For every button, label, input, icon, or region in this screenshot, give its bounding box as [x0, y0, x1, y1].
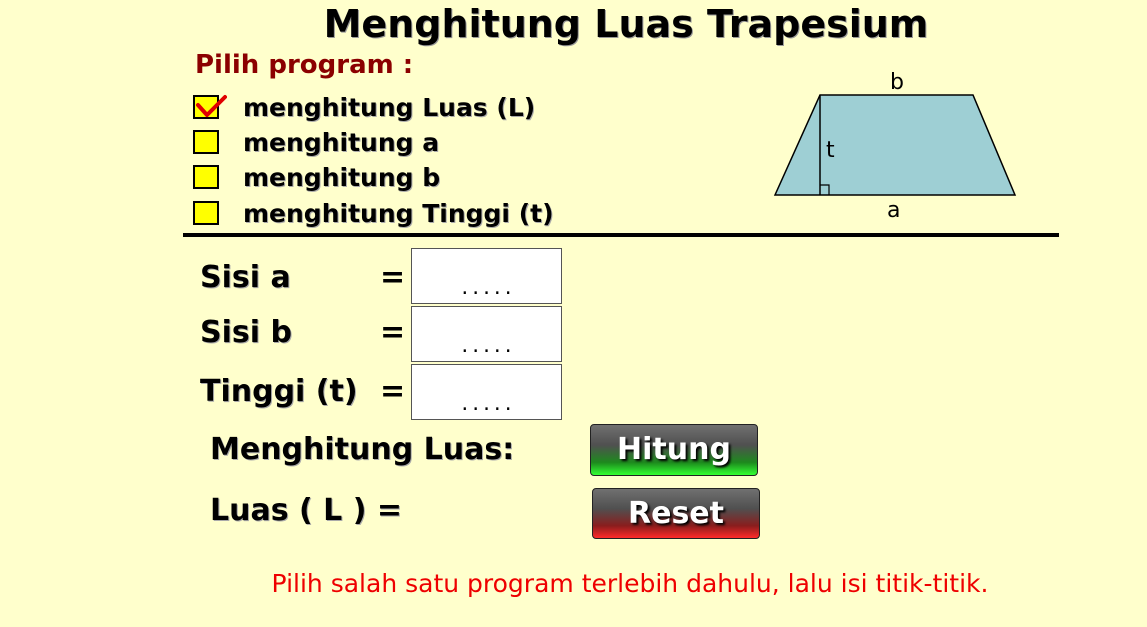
- result-label: Luas ( L ) =: [210, 493, 403, 528]
- trapezoid-shape: [775, 95, 1015, 195]
- checkbox-luas[interactable]: [193, 95, 219, 119]
- checkbox-b[interactable]: [193, 165, 219, 189]
- divider: [183, 233, 1059, 237]
- option-b-label: menghitung b: [243, 162, 441, 192]
- equals-sign: =: [380, 374, 406, 409]
- checkbox-tinggi[interactable]: [193, 201, 219, 225]
- option-a[interactable]: [193, 126, 573, 158]
- checkmark-icon: [195, 93, 227, 121]
- reset-button[interactable]: Reset: [592, 488, 760, 539]
- label-a: a: [887, 198, 901, 222]
- hitung-button[interactable]: Hitung: [590, 424, 758, 476]
- tinggi-input[interactable]: [412, 365, 561, 419]
- option-tinggi-label: menghitung Tinggi (t): [243, 198, 554, 228]
- label-b: b: [890, 70, 904, 95]
- sisi-a-box[interactable]: [411, 248, 562, 304]
- compute-label: Menghitung Luas:: [210, 432, 515, 467]
- tinggi-label: Tinggi (t): [200, 374, 358, 409]
- trapezoid-diagram: [770, 62, 1030, 222]
- sisi-b-input[interactable]: [412, 307, 561, 361]
- tinggi-box[interactable]: [411, 364, 562, 420]
- program-heading: Pilih program :: [195, 50, 414, 80]
- page-title: Menghitung Luas Trapesium: [323, 2, 929, 46]
- option-a-label: menghitung a: [243, 127, 440, 157]
- option-tinggi[interactable]: [193, 197, 573, 229]
- sisi-b-box[interactable]: [411, 306, 562, 362]
- option-luas[interactable]: [193, 91, 573, 123]
- option-b[interactable]: [193, 161, 573, 193]
- option-luas-label: menghitung Luas (L): [243, 92, 536, 122]
- instruction-text: Pilih salah satu program terlebih dahulu, lalu isi titik-titik.: [271, 569, 989, 598]
- equals-sign: =: [380, 315, 406, 350]
- checkbox-a[interactable]: [193, 130, 219, 154]
- label-t: t: [826, 138, 835, 163]
- sisi-a-input[interactable]: [412, 249, 561, 303]
- equals-sign: =: [380, 260, 406, 295]
- sisi-a-label: Sisi a: [200, 260, 291, 295]
- sisi-b-label: Sisi b: [200, 315, 292, 350]
